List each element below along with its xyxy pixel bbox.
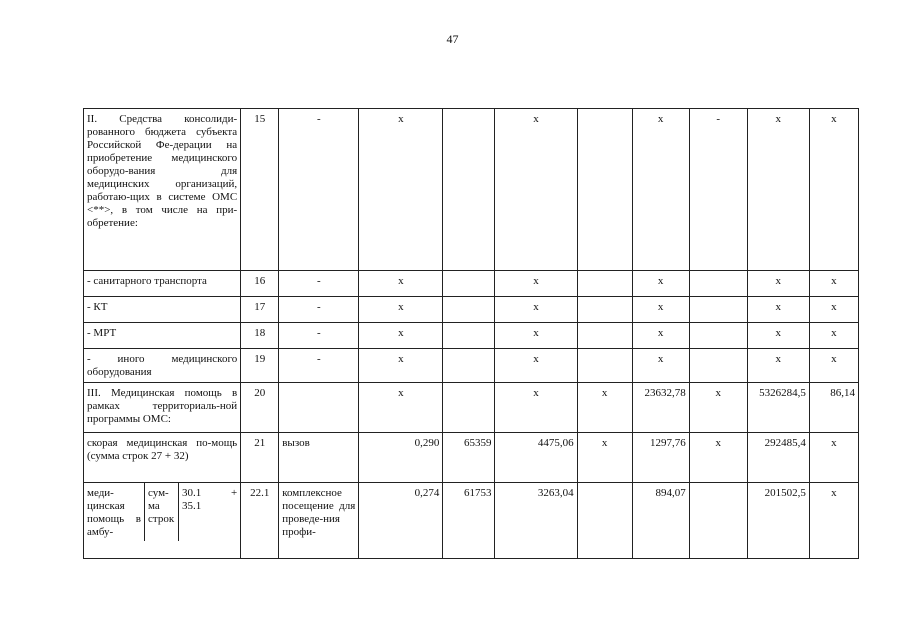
row-label: - МРТ (84, 323, 241, 349)
row-unit: - (279, 297, 359, 323)
row-label-ref-c: 35.1 (182, 500, 202, 512)
cell-c7: х (577, 433, 632, 483)
row-label: скорая медицинская по-мощь (сумма строк 27 + 32) (84, 433, 241, 483)
cell-c6: х (495, 297, 577, 323)
row-label: II. Средства консолиди-рованного бюджета субъекта Российской Фе-дерации на приобретение медицинского оборудо-вания для медицинских организаций, работаю-щих в системе ОМС <**>, в том числе на при-обретение: (84, 109, 241, 271)
cell-c5: 61753 (443, 483, 495, 559)
cell-c8: 23632,78 (632, 383, 689, 433)
row-label-part1: меди-цинская помощь в амбу- (84, 483, 145, 541)
table-row (84, 433, 859, 483)
cell-c5 (443, 109, 495, 271)
cell-c6: 3263,04 (495, 483, 577, 559)
row-label-part3 (179, 483, 240, 541)
cell-c10: 5326284,5 (747, 383, 809, 433)
cell-c5 (443, 349, 495, 383)
cell-c11: х (809, 271, 858, 297)
cell-c6: 4475,06 (495, 433, 577, 483)
table-row (84, 323, 859, 349)
row-unit: - (279, 323, 359, 349)
cell-c8: х (632, 109, 689, 271)
row-label-ref-a: 30.1 (182, 487, 202, 499)
cell-c10: х (747, 109, 809, 271)
cell-c5 (443, 323, 495, 349)
cell-c10: х (747, 323, 809, 349)
cell-c4: х (359, 297, 443, 323)
cell-c8: х (632, 323, 689, 349)
cell-c8: х (632, 271, 689, 297)
row-label-split (84, 483, 241, 559)
table-row (84, 483, 859, 559)
cell-c9 (689, 297, 747, 323)
cell-c8: х (632, 297, 689, 323)
table-row (84, 297, 859, 323)
cell-c10: х (747, 297, 809, 323)
cell-c7 (577, 323, 632, 349)
cell-c5 (443, 297, 495, 323)
cell-c7 (577, 349, 632, 383)
cell-c8: 1297,76 (632, 433, 689, 483)
row-number: 16 (241, 271, 279, 297)
table-row (84, 109, 859, 271)
row-label: - санитарного транспорта (84, 271, 241, 297)
cell-c9: х (689, 383, 747, 433)
row-number: 17 (241, 297, 279, 323)
cell-c11: х (809, 297, 858, 323)
cell-c11: 86,14 (809, 383, 858, 433)
cell-c4: х (359, 109, 443, 271)
page-number: 47 (446, 32, 459, 46)
cell-c6: х (495, 271, 577, 297)
cell-c7 (577, 483, 632, 559)
cell-c11: х (809, 433, 858, 483)
row-unit: - (279, 271, 359, 297)
row-label-part2: сум-ма строк (145, 483, 179, 541)
cell-c7 (577, 109, 632, 271)
cell-c5 (443, 383, 495, 433)
row-number: 15 (241, 109, 279, 271)
cell-c4: х (359, 349, 443, 383)
cell-c8: х (632, 349, 689, 383)
row-unit: комплексное посещение для проведе-ния профи- (279, 483, 359, 559)
cell-c7 (577, 271, 632, 297)
row-unit: - (279, 109, 359, 271)
cell-c8: 894,07 (632, 483, 689, 559)
cell-c7: х (577, 383, 632, 433)
cell-c5 (443, 271, 495, 297)
data-table (83, 108, 859, 559)
row-unit: вызов (279, 433, 359, 483)
cell-c7 (577, 297, 632, 323)
table-row (84, 383, 859, 433)
cell-c11: х (809, 109, 858, 271)
row-label: - иного медицинского оборудования (84, 349, 241, 383)
cell-c9: х (689, 433, 747, 483)
cell-c4: х (359, 383, 443, 433)
row-number: 19 (241, 349, 279, 383)
cell-c9 (689, 483, 747, 559)
cell-c6: х (495, 349, 577, 383)
row-label: III. Медицинская помощь в рамках территориаль-ной программы ОМС: (84, 383, 241, 433)
row-number: 20 (241, 383, 279, 433)
cell-c11: х (809, 323, 858, 349)
table-row (84, 271, 859, 297)
row-number: 22.1 (241, 483, 279, 559)
row-label-plus: + (230, 487, 238, 499)
cell-c10: 201502,5 (747, 483, 809, 559)
cell-c11: х (809, 349, 858, 383)
cell-c4: х (359, 271, 443, 297)
cell-c5: 65359 (443, 433, 495, 483)
table-row (84, 349, 859, 383)
cell-c9: - (689, 109, 747, 271)
cell-c9 (689, 349, 747, 383)
cell-c9 (689, 323, 747, 349)
cell-c10: 292485,4 (747, 433, 809, 483)
cell-c6: х (495, 109, 577, 271)
cell-c4: 0,274 (359, 483, 443, 559)
cell-c4: х (359, 323, 443, 349)
cell-c10: х (747, 271, 809, 297)
cell-c11: х (809, 483, 858, 559)
row-number: 18 (241, 323, 279, 349)
row-unit (279, 383, 359, 433)
cell-c6: х (495, 383, 577, 433)
row-label: - КТ (84, 297, 241, 323)
cell-c4: 0,290 (359, 433, 443, 483)
cell-c6: х (495, 323, 577, 349)
row-number: 21 (241, 433, 279, 483)
row-unit: - (279, 349, 359, 383)
cell-c9 (689, 271, 747, 297)
cell-c10: х (747, 349, 809, 383)
